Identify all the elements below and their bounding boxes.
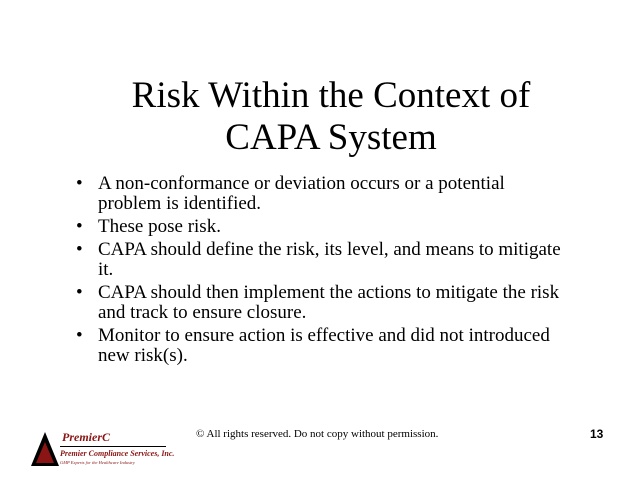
- bullet-item: [76, 240, 566, 280]
- logo-name: PremierC: [62, 430, 110, 444]
- bullet-text: Monitor to ensure action is effective and did not introduced new risk(s).: [98, 325, 550, 366]
- bullet-glyph: •: [76, 216, 83, 237]
- bullet-list: [76, 174, 566, 369]
- company-logo: [30, 427, 175, 471]
- bullet-text: A non-conformance or deviation occurs or a potential problem is identified.: [98, 173, 505, 214]
- bullet-text: These pose risk.: [98, 216, 221, 237]
- slide-title-line-1: Risk Within the Context of: [131, 75, 531, 116]
- logo-tagline: GMP Experts for the Healthcare Industry: [60, 460, 135, 465]
- slide-title: [74, 75, 588, 159]
- slide-title-line-2: CAPA System: [225, 117, 437, 158]
- logo-divider: [60, 446, 166, 447]
- triangle-logo-icon: [30, 430, 60, 468]
- bullet-glyph: •: [76, 325, 83, 346]
- bullet-glyph: •: [76, 239, 83, 260]
- page-number: 13: [590, 427, 604, 441]
- bullet-text: CAPA should then implement the actions to mitigate the risk and track to ensure closure.: [98, 282, 560, 323]
- bullet-glyph: •: [76, 282, 83, 303]
- bullet-item: [76, 326, 566, 366]
- bullet-item: [76, 217, 566, 237]
- bullet-glyph: •: [76, 173, 83, 194]
- bullet-item: [76, 283, 566, 323]
- bullet-text: CAPA should define the risk, its level, and means to mitigate it.: [98, 239, 561, 280]
- bullet-item: [76, 174, 566, 214]
- copyright-notice: © All rights reserved. Do not copy without permission.: [196, 428, 439, 440]
- logo-company-name: Premier Compliance Services, Inc.: [60, 449, 175, 458]
